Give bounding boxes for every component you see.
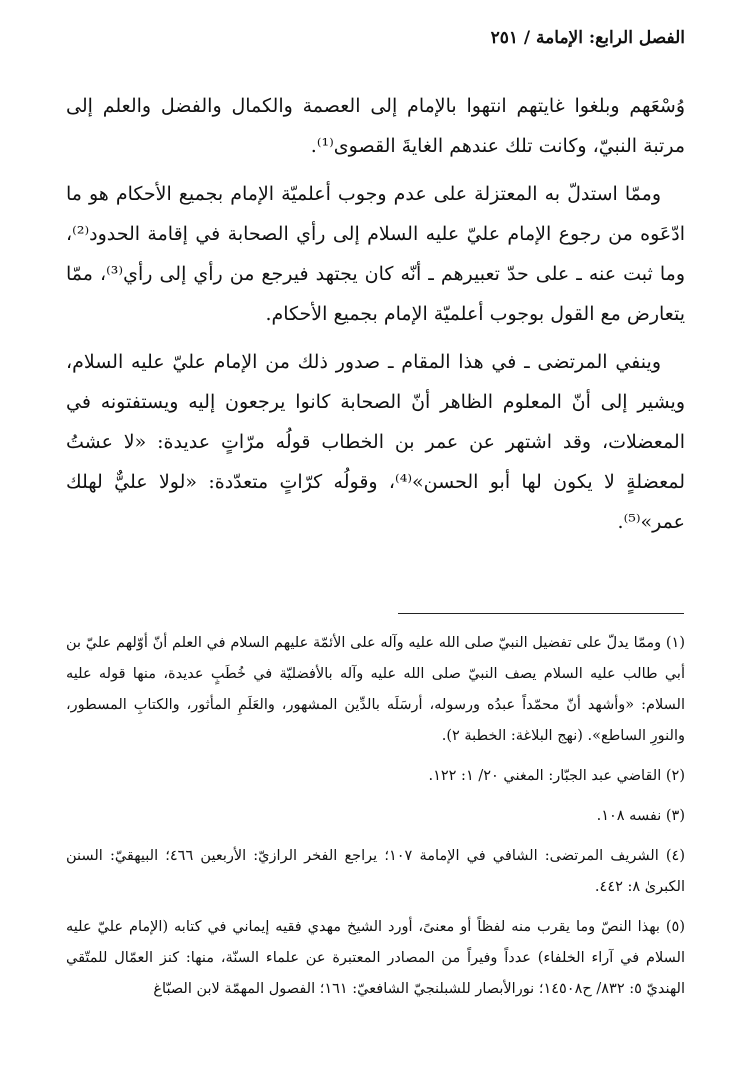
running-header: الفصل الرابع: الإمامة / ٢٥١ [490,28,685,48]
footnote-5: (٥) بهذا النصّ وما يقرب منه لفظاً أو معنىً، أورد الشيخ مهدي فقيه إيماني في كتابه (الإمام عليّ عليه السلام في آراء الخلفاء) عدداً وفيراً من المصادر المعتبرة عن علماء السنّة، منها: كنز العمّال للمتّقي الهنديّ ٥: ٨٣٢/ ح١٤٥٠٨؛ نورالأبصار للشبلنجيّ الشافعيّ: ١٦١؛ الفصول المهمّة لابن الصبّاغ [66,919,685,997]
footnotes [66,628,685,1014]
footnote-1: (١) وممّا يدلّ على تفضيل النبيّ صلى الله عليه وآله على الأئمّة عليهم السلام في العلم أنّ أوّلهم عليّ بن أبي طالب عليه السلام يصف النبيّ صلى الله عليه وآله بالأفضليّة في خُطَبٍ عديدة، منها قوله عليه السلام: «وأشهد أنّ محمّداً عبدُه ورسوله، أرسَلَه بالدِّين المشهور، والعَلَمِ المأثور، والكتابِ المسطور، والنورِ الساطع». (نهج البلاغة: الخطبة ٢). [66,635,685,744]
main-text [66,86,685,550]
footnote-4: (٤) الشريف المرتضى: الشافي في الإمامة ١٠٧؛ يراجع الفخر الرازيّ: الأربعين ٤٦٦؛ البيهقيّ: السنن الكبرىٰ ٨: ٤٤٢. [66,848,686,895]
paragraph-3: وينفي المرتضى ـ في هذا المقام ـ صدور ذلك من الإمام عليّ عليه السلام، ويشير إلى أنّ المعلوم الظاهر أنّ الصحابة كانوا يرجعون إليه ويستفتونه في المعضلات، وقد اشتهر عن عمر بن الخطاب قولُه مرّاتٍ عديدة: «لا عشتُ لمعضلةٍ لا يكون لها أبو الحسن»⁽⁴⁾، وقولُه كرّاتٍ متعدّدة: «لولا عليٌّ لهلك عمر»⁽⁵⁾. [66,351,686,533]
footnote-2: (٢) القاضي عبد الجبّار: المغني ٢٠/ ١: ١٢٢. [428,768,685,784]
footnote-separator [398,613,684,614]
paragraph-2: وممّا استدلّ به المعتزلة على عدم وجوب أعلميّة الإمام بجميع الأحكام هو ما ادّعَوه من رجوع الإمام عليّ عليه السلام إلى رأي الصحابة في إقامة الحدود⁽²⁾، وما ثبت عنه ـ على حدّ تعبيرهم ـ أنّه كان يجتهد فيرجع من رأي إلى رأي⁽³⁾، ممّا يتعارض مع القول بوجوب أعلميّة الإمام بجميع الأحكام. [66,183,685,325]
paragraph-1: وُسْعَهم وبلغوا غايتهم انتهوا بالإمام إلى العصمة والكمال والفضل والعلم إلى مرتبة النبيّ، وكانت تلك عندهم الغايةَ القصوى⁽¹⁾. [66,95,685,157]
footnote-3: (٣) نفسه ١٠٨. [596,808,685,824]
